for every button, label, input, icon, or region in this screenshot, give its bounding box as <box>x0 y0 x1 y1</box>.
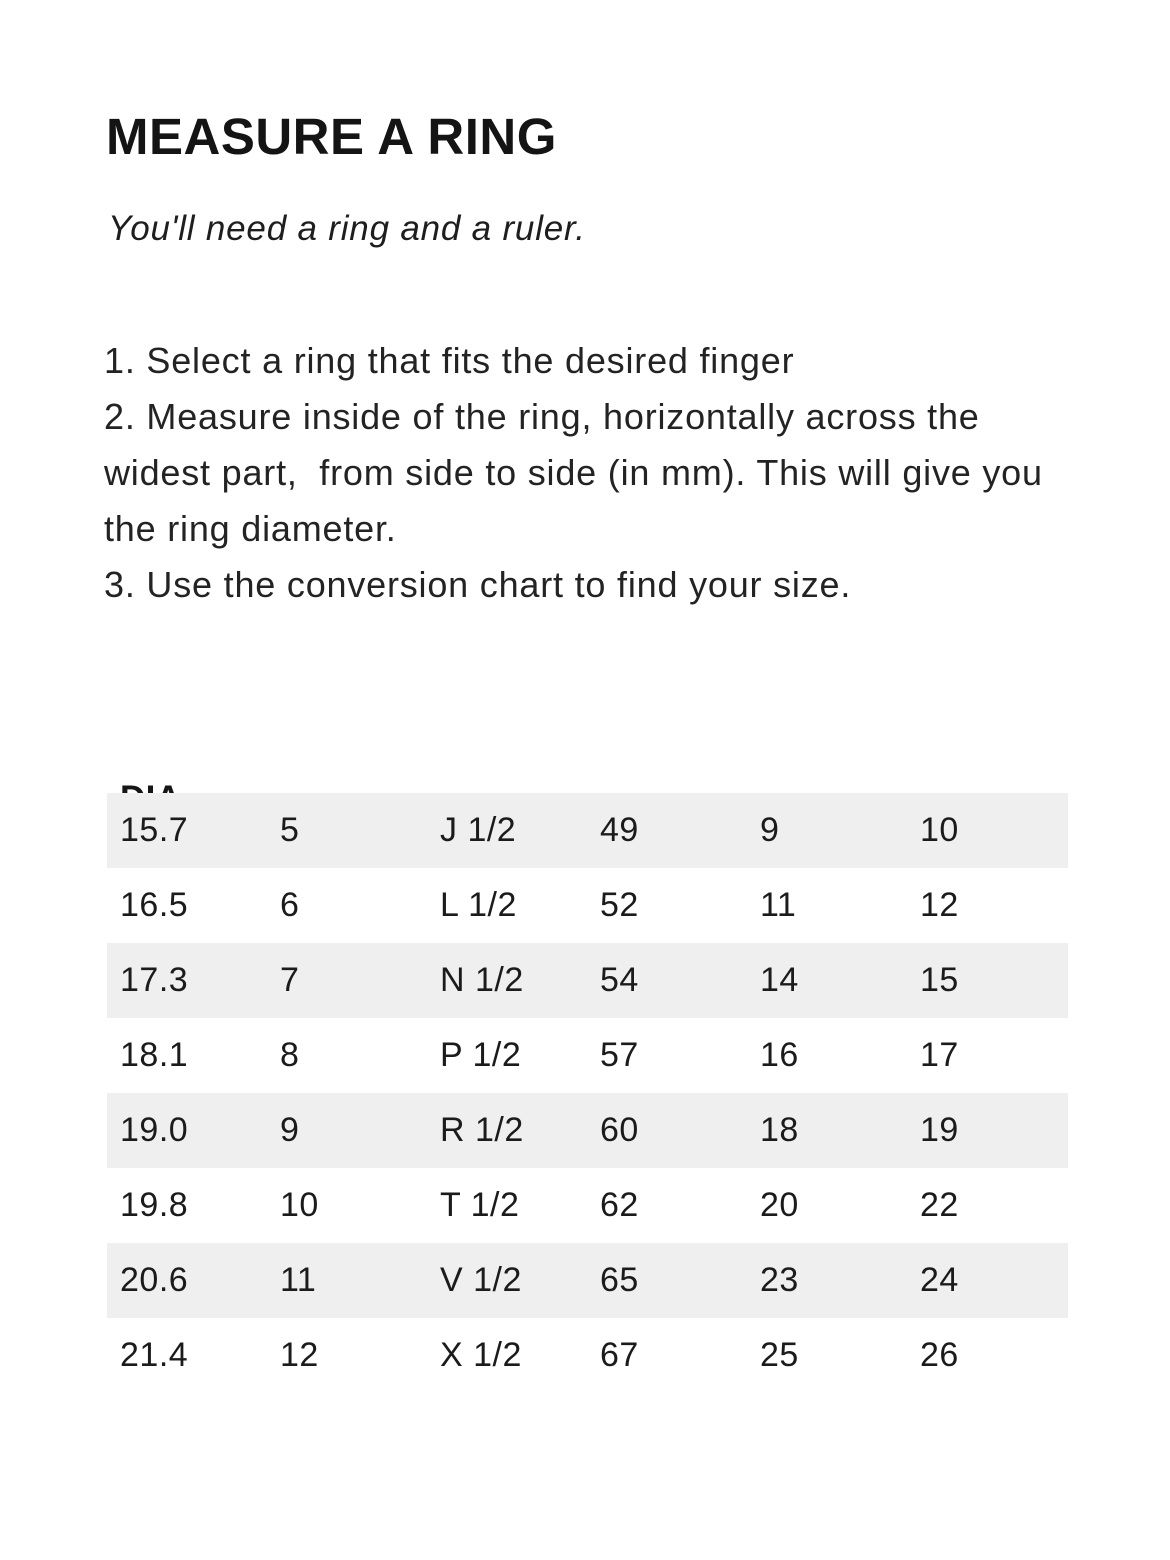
cell-uk-au: L 1/2 <box>440 886 517 924</box>
cell-japan: 20 <box>760 1186 799 1224</box>
cell-china: 15 <box>920 961 959 999</box>
cell-japan: 9 <box>760 811 780 849</box>
cell-uk-au: R 1/2 <box>440 1111 524 1149</box>
cell-us-ca: 7 <box>280 961 300 999</box>
cell-dia-mm: 19.0 <box>120 1111 189 1149</box>
cell-us-ca: 8 <box>280 1036 300 1074</box>
cell-japan: 18 <box>760 1111 799 1149</box>
size-chart-row <box>107 1318 1068 1393</box>
cell-dia-mm: 19.8 <box>120 1186 189 1224</box>
cell-us-ca: 5 <box>280 811 300 849</box>
cell-dia-mm: 16.5 <box>120 886 189 924</box>
cell-uk-au: N 1/2 <box>440 961 524 999</box>
size-chart-row <box>107 1168 1068 1243</box>
cell-china: 10 <box>920 811 959 849</box>
page-title: MEASURE A RING <box>106 108 557 165</box>
cell-us-ca: 11 <box>280 1261 317 1299</box>
cell-japan: 16 <box>760 1036 799 1074</box>
instruction-line: 3. Use the conversion chart to find your size. <box>104 564 852 605</box>
cell-dia-mm: 15.7 <box>120 811 189 849</box>
cell-uk-au: X 1/2 <box>440 1336 522 1374</box>
instruction-line: 1. Select a ring that fits the desired finger <box>104 340 795 381</box>
cell-china: 24 <box>920 1261 959 1299</box>
cell-us-ca: 9 <box>280 1111 300 1149</box>
cell-japan: 14 <box>760 961 799 999</box>
cell-europe: 67 <box>600 1336 639 1374</box>
page-subtitle: You'll need a ring and a ruler. <box>108 209 586 248</box>
cell-europe: 52 <box>600 886 639 924</box>
cell-dia-mm: 21.4 <box>120 1336 189 1374</box>
size-chart-row <box>107 1093 1068 1168</box>
size-chart-row <box>107 793 1068 868</box>
instruction-line: widest part, from side to side (in mm). This will give you <box>104 452 1043 493</box>
instruction-line: 2. Measure inside of the ring, horizontally across the <box>104 396 980 437</box>
size-chart-row <box>107 868 1068 943</box>
cell-europe: 62 <box>600 1186 639 1224</box>
cell-europe: 57 <box>600 1036 639 1074</box>
size-chart-body <box>107 793 1068 1393</box>
cell-us-ca: 10 <box>280 1186 319 1224</box>
cell-dia-mm: 17.3 <box>120 961 189 999</box>
cell-dia-mm: 20.6 <box>120 1261 189 1299</box>
cell-europe: 49 <box>600 811 639 849</box>
cell-us-ca: 6 <box>280 886 300 924</box>
cell-europe: 65 <box>600 1261 639 1299</box>
size-chart-row <box>107 943 1068 1018</box>
cell-japan: 11 <box>760 886 797 924</box>
cell-uk-au: V 1/2 <box>440 1261 522 1299</box>
cell-china: 12 <box>920 886 959 924</box>
instruction-line: the ring diameter. <box>104 508 397 549</box>
cell-china: 19 <box>920 1111 959 1149</box>
cell-china: 26 <box>920 1336 959 1374</box>
cell-japan: 25 <box>760 1336 799 1374</box>
cell-dia-mm: 18.1 <box>120 1036 189 1074</box>
instructions-list <box>104 333 1043 613</box>
size-chart-header-row <box>107 686 1068 784</box>
cell-uk-au: J 1/2 <box>440 811 517 849</box>
cell-us-ca: 12 <box>280 1336 319 1374</box>
cell-europe: 54 <box>600 961 639 999</box>
cell-japan: 23 <box>760 1261 799 1299</box>
cell-uk-au: T 1/2 <box>440 1186 520 1224</box>
cell-europe: 60 <box>600 1111 639 1149</box>
cell-uk-au: P 1/2 <box>440 1036 522 1074</box>
cell-china: 17 <box>920 1036 959 1074</box>
size-chart-row <box>107 1018 1068 1093</box>
cell-china: 22 <box>920 1186 959 1224</box>
size-chart-row <box>107 1243 1068 1318</box>
